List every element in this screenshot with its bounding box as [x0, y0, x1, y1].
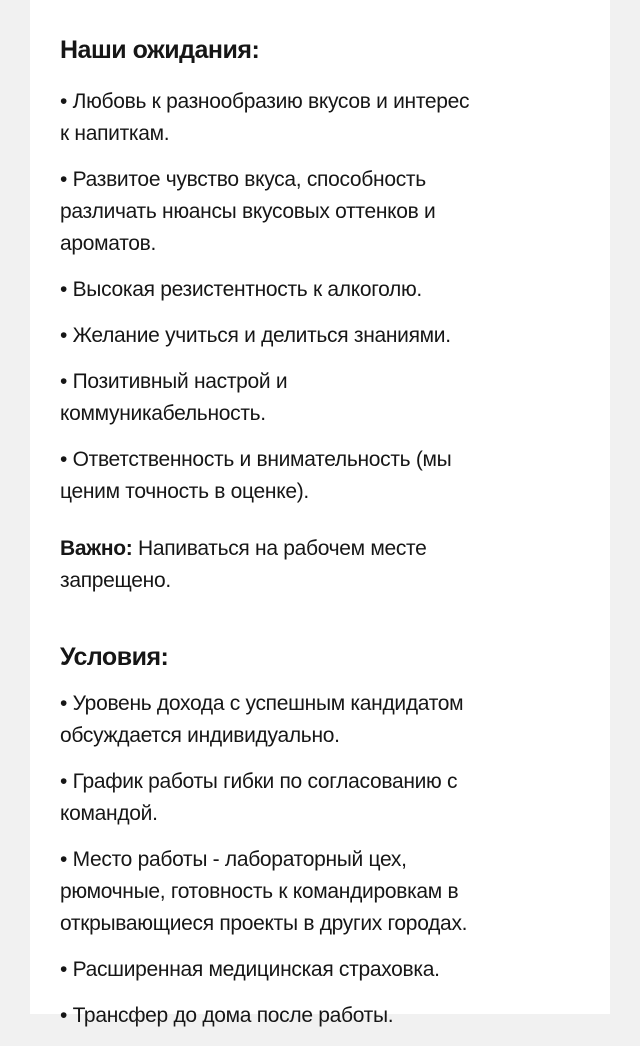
content-card [30, 0, 610, 1027]
list-item-line: • График работы гибки по согласованию с [60, 770, 458, 793]
important-note [60, 533, 600, 597]
list-item [60, 688, 600, 752]
list-item-line: • Развитое чувство вкуса, способность [60, 168, 426, 191]
bullet-list [60, 688, 600, 1032]
list-item-line: • Уровень дохода с успешным кандидатом [60, 692, 464, 715]
list-item [60, 766, 600, 830]
section [60, 641, 600, 1032]
list-item [60, 86, 600, 150]
list-item-line: командой. [60, 802, 158, 825]
list-item-line: • Место работы - лабораторный цех, [60, 848, 407, 871]
list-item-line: • Расширенная медицинская страховка. [60, 958, 440, 981]
note-line: запрещено. [60, 569, 171, 592]
list-item-line: ценим точность в оценке). [60, 480, 309, 503]
list-item [60, 1000, 600, 1032]
list-item-line: • Трансфер до дома после работы. [60, 1004, 394, 1027]
list-item-line: открывающиеся проекты в других городах. [60, 912, 468, 935]
list-item-line: различать нюансы вкусовых оттенков и [60, 200, 436, 223]
list-item-line: ароматов. [60, 232, 157, 255]
list-item-line: обсуждается индивидуально. [60, 724, 340, 747]
list-item [60, 320, 600, 352]
list-item-line: • Высокая резистентность к алкоголю. [60, 278, 422, 301]
list-item [60, 954, 600, 986]
list-item-line: • Позитивный настрой и [60, 370, 288, 393]
list-item [60, 274, 600, 306]
list-item-line: • Любовь к разнообразию вкусов и интерес [60, 90, 470, 113]
note-line: Важно: Напиваться на рабочем месте [60, 537, 427, 560]
section-heading: Условия: [60, 643, 169, 671]
list-item [60, 366, 600, 430]
section [60, 34, 600, 597]
list-item-line: • Ответственность и внимательность (мы [60, 448, 452, 471]
bullet-list [60, 86, 600, 508]
list-item [60, 844, 600, 940]
list-item-line: рюмочные, готовность к командировкам в [60, 880, 459, 903]
note-label: Важно: [60, 537, 133, 560]
list-item [60, 164, 600, 260]
list-item-line: к напиткам. [60, 122, 170, 145]
section-heading: Наши ожидания: [60, 36, 260, 64]
list-item-line: коммуникабельность. [60, 402, 266, 425]
document-content [60, 34, 600, 1046]
list-item-line: • Желание учиться и делиться знаниями. [60, 324, 451, 347]
list-item [60, 444, 600, 508]
